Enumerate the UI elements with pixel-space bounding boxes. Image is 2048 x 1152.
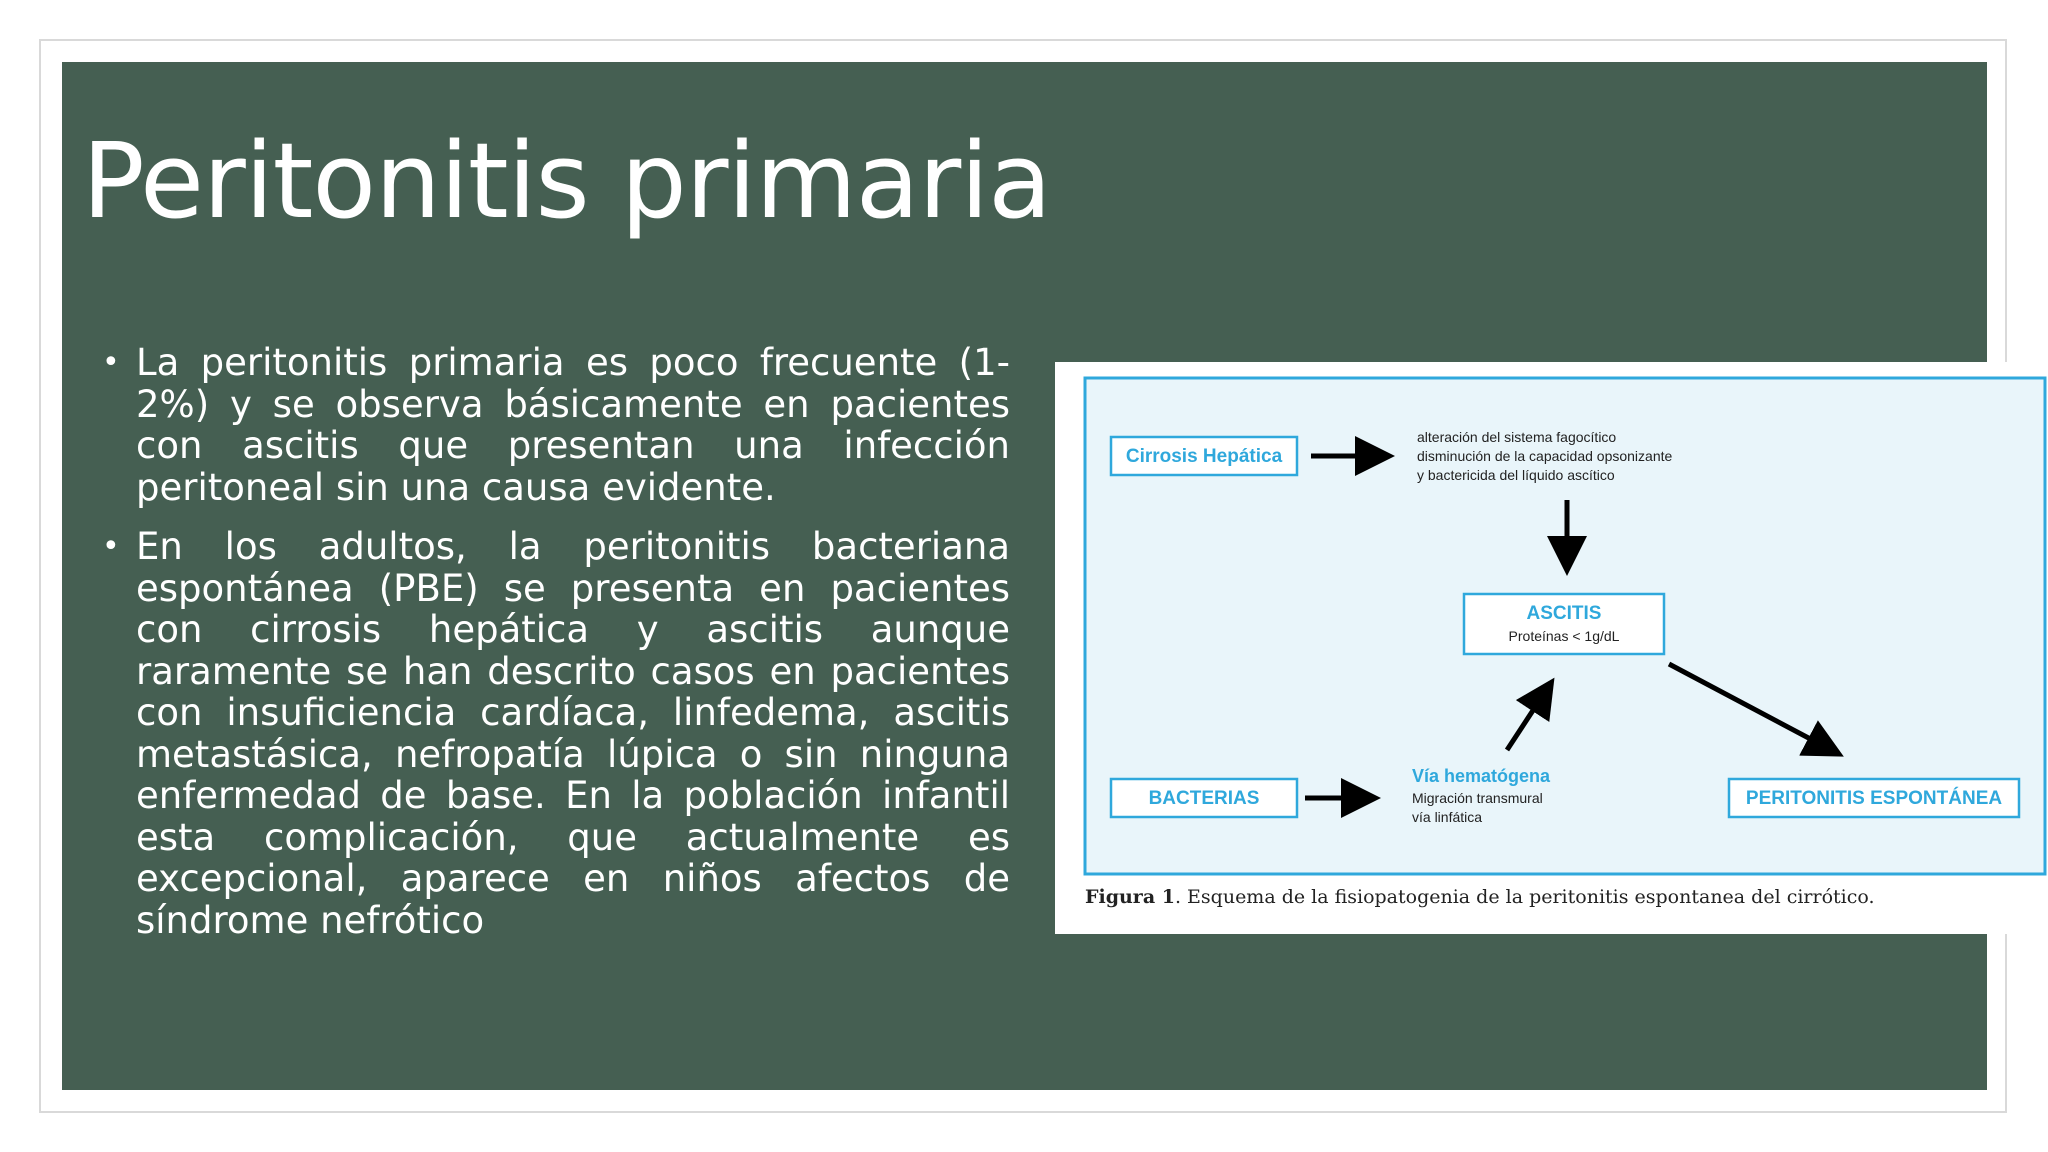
node-ascitis bbox=[1464, 594, 1664, 654]
node-cirrosis bbox=[1111, 437, 1297, 475]
note-alteracion-2: disminución de la capacidad opsonizante bbox=[1417, 448, 1673, 464]
pathogenesis-diagram bbox=[1055, 362, 2048, 882]
bullet-icon: • bbox=[102, 345, 120, 380]
bullet-icon: • bbox=[102, 529, 120, 564]
node-cirrosis-label: Cirrosis Hepática bbox=[1125, 446, 1283, 467]
node-peritonitis-label: PERITONITIS ESPONTÁNEA bbox=[1745, 788, 2003, 809]
bullet-item bbox=[102, 526, 1010, 941]
figure-caption bbox=[1085, 886, 1875, 908]
slide-title: Peritonitis primaria bbox=[82, 120, 1051, 242]
bullet-text: En los adultos, la peritonitis bacteriana espontánea (PBE) se presenta en pacientes con cirrosis hepática y ascitis aunque raramente se han descrito casos en pacientes con insuficiencia cardíaca, linfedema, ascitis metastásica, nefropatía lúpica o sin ninguna enfermedad de base. En la población infantil esta complicación, que actualmente es excepcional, aparece en niños afectos de síndrome nefrótico bbox=[136, 525, 1010, 942]
node-bacterias bbox=[1111, 779, 1297, 817]
note-via-1: Migración transmural bbox=[1412, 790, 1543, 806]
node-ascitis-title: ASCITIS bbox=[1526, 603, 1602, 624]
figure-caption-text: . Esquema de la fisiopatogenia de la peritonitis espontanea del cirrótico. bbox=[1174, 886, 1875, 908]
note-via-2: vía linfática bbox=[1412, 809, 1483, 825]
figure bbox=[1055, 362, 2048, 934]
bullet-text: La peritonitis primaria es poco frecuente (1-2%) y se observa básicamente en pacientes con ascitis que presentan una infección peritoneal sin una causa evidente. bbox=[136, 341, 1010, 509]
note-alteracion-3: y bactericida del líquido ascítico bbox=[1417, 467, 1615, 483]
node-ascitis-sub: Proteínas < 1g/dL bbox=[1508, 628, 1620, 644]
note-via-title: Vía hematógena bbox=[1412, 766, 1551, 786]
note-alteracion-1: alteración del sistema fagocítico bbox=[1417, 429, 1617, 445]
node-bacterias-label: BACTERIAS bbox=[1148, 788, 1260, 809]
bullet-item bbox=[102, 342, 1010, 508]
bullet-list bbox=[102, 342, 1010, 959]
node-peritonitis bbox=[1729, 779, 2019, 817]
figure-caption-label: Figura 1 bbox=[1085, 886, 1175, 908]
slide bbox=[62, 62, 2003, 1090]
